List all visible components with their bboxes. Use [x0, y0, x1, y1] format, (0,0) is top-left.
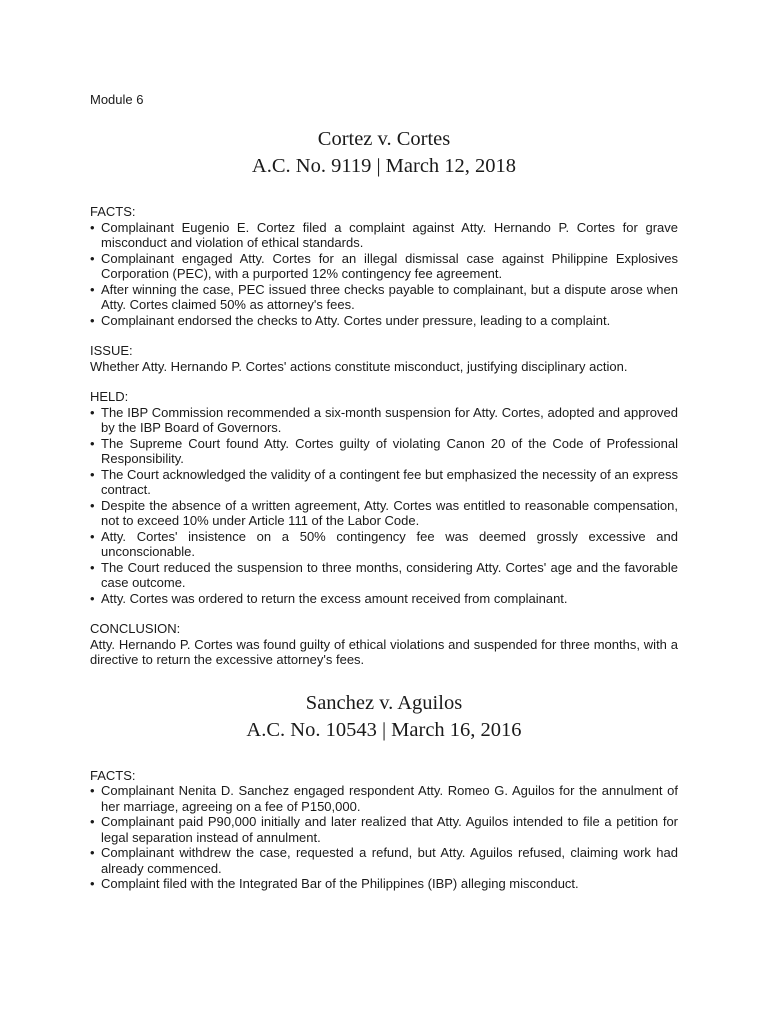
- case-cortez-v-cortes: [90, 126, 678, 668]
- list-item: • Complainant paid P90,000 initially and later realized that Atty. Aguilos intended to file a petition for legal separation instead of annulment.: [90, 814, 678, 845]
- list-item: • The Supreme Court found Atty. Cortes guilty of violating Canon 20 of the Code of Professional Responsibility.: [90, 436, 678, 467]
- case-sanchez-v-aguilos: [90, 690, 678, 892]
- list-item: • Complaint filed with the Integrated Bar of the Philippines (IBP) alleging misconduct.: [90, 876, 678, 892]
- facts-label: FACTS:: [90, 204, 136, 219]
- facts-list: [90, 783, 678, 892]
- held-list: [90, 405, 678, 607]
- list-item: • Complainant withdrew the case, requested a refund, but Atty. Aguilos refused, claiming work had already commenced.: [90, 845, 678, 876]
- issue-section: [90, 343, 678, 374]
- list-item: • Atty. Cortes was ordered to return the excess amount received from complainant.: [90, 591, 678, 607]
- case-citation: A.C. No. 9119 | March 12, 2018: [251, 155, 517, 177]
- facts-list: [90, 220, 678, 329]
- document-page: [90, 92, 678, 907]
- list-item: • Atty. Cortes' insistence on a 50% contingency fee was deemed grossly excessive and unconscionable.: [90, 529, 678, 560]
- list-item: • Complainant engaged Atty. Cortes for an illegal dismissal case against Philippine Explosives Corporation (PEC), with a purported 12% contingency fee agreement.: [90, 251, 678, 282]
- facts-section: [90, 204, 678, 328]
- issue-text: Whether Atty. Hernando P. Cortes' actions constitute misconduct, justifying disciplinary action.: [90, 358, 628, 374]
- list-item: • The Court reduced the suspension to three months, considering Atty. Cortes' age and the favorable case outcome.: [90, 560, 678, 591]
- list-item: • Despite the absence of a written agreement, Atty. Cortes was entitled to reasonable compensation, not to exceed 10% under Article 111 of the Labor Code.: [90, 498, 678, 529]
- case-title: Cortez v. Cortes: [317, 128, 451, 150]
- list-item: • Complainant endorsed the checks to Atty. Cortes under pressure, leading to a complaint.: [90, 313, 678, 329]
- conclusion-text: Atty. Hernando P. Cortes was found guilty of ethical violations and suspended for three months, with a directive to return the excessive attorney's fees.: [90, 636, 678, 667]
- list-item: • Complainant Nenita D. Sanchez engaged respondent Atty. Romeo G. Aguilos for the annulment of her marriage, agreeing on a fee of P150,000.: [90, 783, 678, 814]
- list-item: • After winning the case, PEC issued three checks payable to complainant, but a dispute arose when Atty. Cortes claimed 50% as attorney's fees.: [90, 282, 678, 313]
- list-item: • The IBP Commission recommended a six-month suspension for Atty. Cortes, adopted and approved by the IBP Board of Governors.: [90, 405, 678, 436]
- held-label: HELD:: [90, 389, 129, 404]
- list-item: • The Court acknowledged the validity of a contingent fee but emphasized the necessity of an express contract.: [90, 467, 678, 498]
- held-section: [90, 389, 678, 606]
- conclusion-section: [90, 621, 678, 668]
- case-heading: [90, 126, 678, 180]
- issue-label: ISSUE:: [90, 343, 133, 358]
- case-citation: A.C. No. 10543 | March 16, 2016: [246, 718, 522, 741]
- facts-label: FACTS:: [90, 767, 136, 783]
- facts-section: [90, 768, 678, 892]
- list-item: • Complainant Eugenio E. Cortez filed a complaint against Atty. Hernando P. Cortes for grave misconduct and violation of ethical standards.: [90, 220, 678, 251]
- case-heading: [90, 690, 678, 744]
- conclusion-label: CONCLUSION:: [90, 621, 181, 636]
- case-title: Sanchez v. Aguilos: [305, 691, 463, 714]
- module-label: Module 6: [90, 92, 144, 107]
